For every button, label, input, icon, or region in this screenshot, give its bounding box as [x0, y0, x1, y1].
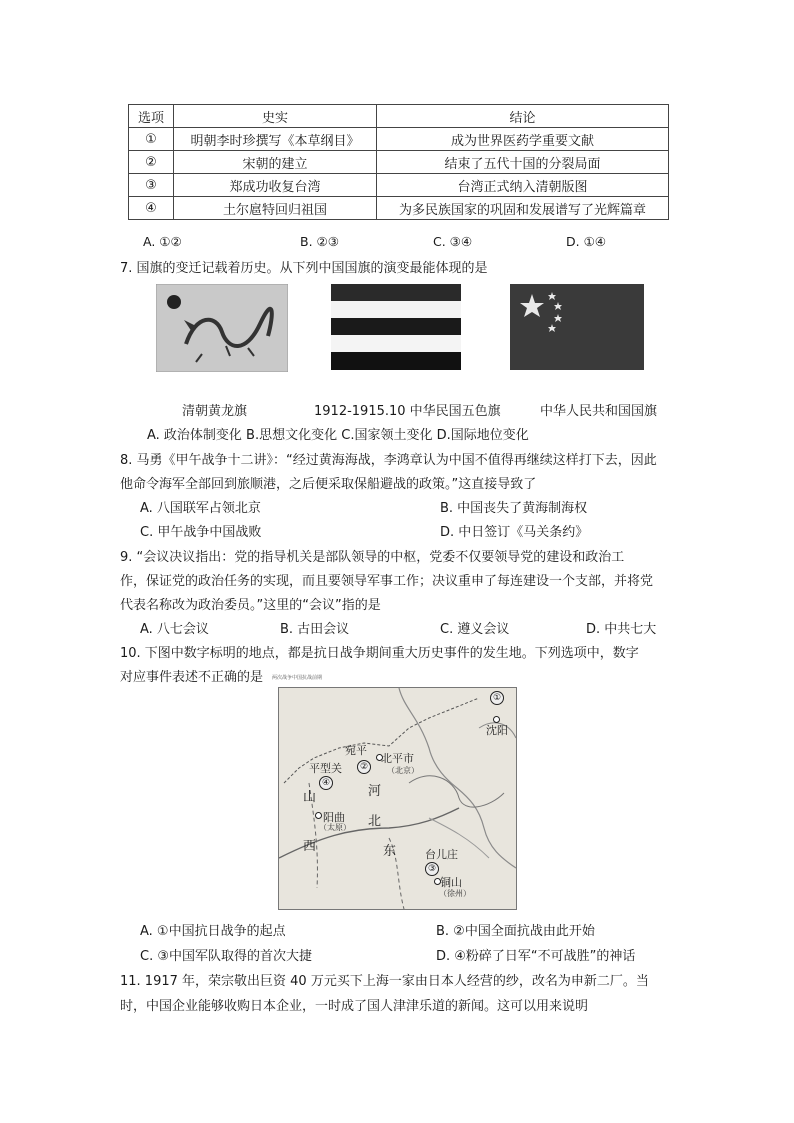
q9-option-d: D. 中共七大: [586, 622, 657, 637]
table-cell: ④: [129, 197, 174, 220]
map-label-yangqu: 阳曲: [323, 811, 345, 824]
site-marker-4: ④: [319, 776, 333, 790]
q10-stem-line1: 10. 下图中数字标明的地点，都是抗日战争期间重大历史事件的发生地。下列选项中，数字: [120, 646, 639, 661]
site-marker-3: ③: [425, 862, 439, 876]
q9-stem-line2: 作，保证党的政治任务的实现，而且要领导军事工作；决议重申了每连建设一个支部，并将党: [120, 574, 654, 589]
q6-option-b: B. ②③: [300, 234, 339, 249]
q10-option-a: A. ①中国抗日战争的起点: [140, 924, 286, 939]
q9-option-b: B. 古田会议: [280, 622, 350, 637]
table-cell: 明朝李时珍撰写《本草纲目》: [174, 128, 377, 151]
q7-stem: 7. 国旗的变迁记载着历史。从下列中国国旗的演变最能体现的是: [120, 261, 488, 276]
map-label-xuzhou: （徐州）: [439, 889, 471, 898]
q10-option-b: B. ②中国全面抗战由此开始: [436, 924, 595, 939]
q10-tiny-note: 两次战争中国抗战前期: [272, 675, 323, 681]
table-cell: ③: [129, 174, 174, 197]
table-cell: 郑成功收复台湾: [174, 174, 377, 197]
q8-option-c: C. 甲午战争中国战败: [140, 525, 262, 540]
q10-option-d: D. ④粉碎了日军“不可战胜”的神话: [436, 949, 636, 964]
sun-icon: [167, 295, 181, 309]
flag-caption-roc: 1912-1915.10 中华民国五色旗: [314, 404, 501, 419]
map-label-beiping: 北平市: [381, 752, 414, 765]
header-cell: 选项: [129, 105, 174, 128]
q9-option-a: A. 八七会议: [140, 622, 209, 637]
q8-stem-line1: 8. 马勇《甲午战争十二讲》：“经过黄海海战，李鸿章认为中国不值得再继续这样打下去，因此: [120, 453, 657, 468]
header-cell: 史实: [174, 105, 377, 128]
site-marker-1: ①: [490, 691, 504, 705]
table-cell: 结束了五代十国的分裂局面: [377, 151, 669, 174]
q6-option-d: D. ①④: [566, 234, 606, 249]
table-cell: ②: [129, 151, 174, 174]
history-table: [128, 104, 669, 220]
map-label-wanping: 宛平: [345, 744, 367, 757]
prc-flag-image: [510, 284, 644, 370]
table-cell: ①: [129, 128, 174, 151]
map-label-taierzhuang: 台儿庄: [425, 848, 458, 861]
table-header: [129, 105, 669, 128]
q11-stem-line2: 时，中国企业能够收购日本企业，一时成了国人津津乐道的新闻。这可以用来说明: [120, 999, 589, 1014]
map-label-tongshan: 铜山: [440, 876, 462, 889]
five-color-flag-image: [331, 284, 461, 370]
site-marker-2: ②: [357, 760, 371, 774]
q7-options: A. 政治体制变化 B.思想文化变化 C.国家领土变化 D.国际地位变化: [147, 428, 529, 443]
q9-option-c: C. 遵义会议: [440, 622, 510, 637]
table-cell: 成为世界医药学重要文献: [377, 128, 669, 151]
map-label-xi: 西: [303, 839, 317, 854]
q8-option-d: D. 中日签订《马关条约》: [440, 525, 589, 540]
flag-caption-prc: 中华人民共和国国旗: [540, 404, 658, 419]
q6-option-c: C. ③④: [433, 234, 473, 249]
q6-option-a: A. ①②: [143, 234, 182, 249]
q10-option-c: C. ③中国军队取得的首次大捷: [140, 949, 312, 964]
table-row: [129, 151, 669, 174]
war-sites-map: [278, 687, 517, 910]
table-cell: 宋朝的建立: [174, 151, 377, 174]
header-cell: 结论: [377, 105, 669, 128]
map-label-shan: 山: [303, 790, 317, 805]
map-label-shenyang: 沈阳: [486, 724, 508, 737]
map-label-bei: 北: [368, 814, 382, 829]
q8-option-b: B. 中国丧失了黄海制海权: [440, 501, 588, 516]
table-cell: 台湾正式纳入清朝版图: [377, 174, 669, 197]
table-row: [129, 128, 669, 151]
q8-stem-line2: 他命令海军全部回到旅顺港，之后便采取保船避战的政策。”这直接导致了: [120, 477, 537, 492]
dragon-flag-image: [156, 284, 288, 372]
q8-option-a: A. 八国联军占领北京: [140, 501, 261, 516]
flag-caption-qing: 清朝黄龙旗: [182, 404, 248, 419]
q11-stem-line1: 11. 1917 年，荣宗敬出巨资 40 万元买下上海一家由日本人经营的纱，改名为申新二厂。当: [120, 974, 649, 989]
q10-stem-line2: 对应事件表述不正确的是: [120, 670, 264, 685]
table-row: [129, 174, 669, 197]
q9-stem-line1: 9. “会议决议指出：党的指导机关是部队领导的中枢，党委不仅要领导党的建设和政治工: [120, 550, 625, 565]
table-row: [129, 197, 669, 220]
map-label-dong: 东: [383, 844, 397, 859]
city-dot-icon: [315, 812, 322, 819]
map-label-beijing: （北京）: [387, 766, 419, 775]
table-cell: 为多民族国家的巩固和发展谱写了光辉篇章: [377, 197, 669, 220]
q9-stem-line3: 代表名称改为政治委员。”这里的“会议”指的是: [120, 598, 381, 613]
map-label-he: 河: [368, 784, 382, 799]
map-label-taiyuan: （太原）: [319, 823, 351, 832]
map-label-pingxingguan: 平型关: [309, 762, 342, 775]
table-cell: 土尔扈特回归祖国: [174, 197, 377, 220]
